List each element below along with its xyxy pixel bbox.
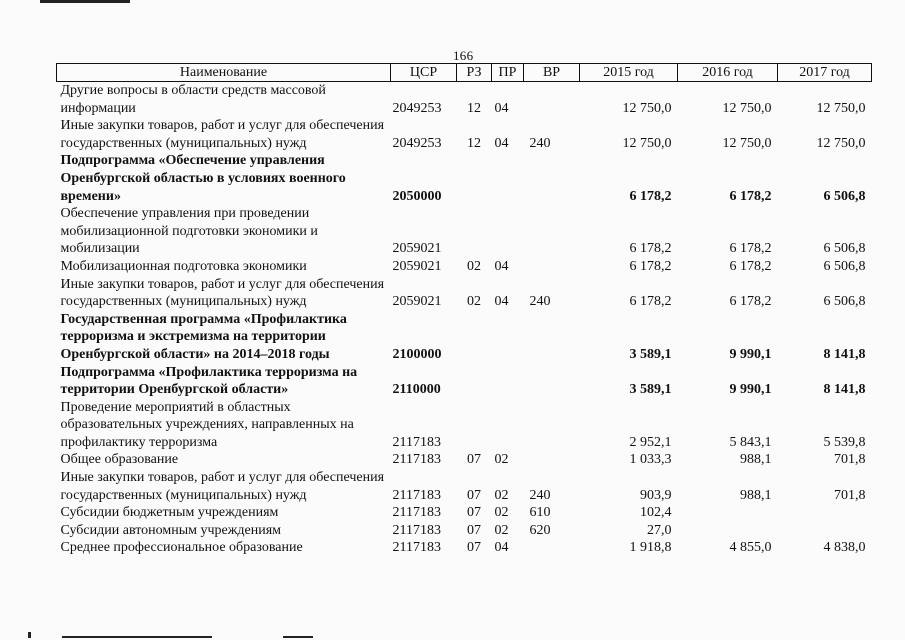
row-value-2015: 3 589,1: [629, 346, 672, 362]
row-value-2016: 6 178,2: [729, 188, 772, 204]
page-number: 166: [453, 48, 474, 63]
row-pr: 04: [494, 258, 509, 274]
row-pr: [492, 311, 524, 364]
header-2015: 2015 год: [580, 64, 678, 82]
row-value-2017: [778, 504, 872, 522]
row-value-2016: [678, 504, 778, 522]
row-value-2017: 6 506,8: [823, 258, 866, 274]
table-row: [57, 276, 872, 311]
row-rz: 12: [467, 100, 481, 116]
row-vr: [524, 152, 580, 205]
row-csr: 2117183: [392, 540, 441, 556]
table-body: [57, 82, 872, 558]
row-value-2016: 6 178,2: [729, 258, 772, 274]
row-name: Подпрограмма «Обеспечение управления Оренбургской областью в условиях военного времени»: [60, 153, 346, 204]
row-name: Иные закупки товаров, работ и услуг для обеспечения государственных (муниципальных) нужд: [60, 470, 385, 503]
row-pr: 04: [494, 540, 509, 556]
row-value-2016: 988,1: [740, 487, 772, 503]
row-name: Субсидии автономным учреждениям: [60, 522, 282, 538]
row-pr: 02: [494, 452, 509, 468]
row-rz: 07: [467, 540, 481, 556]
header-name: Наименование: [57, 64, 391, 82]
row-value-2016: 5 843,1: [729, 434, 772, 450]
row-rz: 02: [467, 294, 481, 310]
row-name: Субсидии бюджетным учреждениям: [60, 505, 279, 521]
row-rz: 07: [467, 505, 481, 521]
row-value-2016: 12 750,0: [722, 100, 772, 116]
row-csr: 2117183: [392, 522, 441, 538]
row-vr: [524, 205, 580, 258]
row-name: Проведение мероприятий в областных образовательных учреждениях, направленных на профилактику терроризма: [60, 399, 354, 450]
table-row: [57, 522, 872, 540]
row-value-2015: 12 750,0: [622, 135, 672, 151]
row-value-2017: [778, 522, 872, 540]
row-value-2017: 12 750,0: [816, 100, 866, 116]
row-value-2017: 12 750,0: [816, 135, 866, 151]
row-name: Иные закупки товаров, работ и услуг для обеспечения государственных (муниципальных) нужд: [60, 276, 385, 310]
header-2017: 2017 год: [778, 64, 872, 82]
row-vr: 610: [529, 505, 551, 521]
scan-mark-bottom-right: [283, 636, 313, 638]
row-value-2015: 903,9: [640, 487, 672, 503]
row-vr: [524, 311, 580, 364]
row-name: Общее образование: [60, 452, 179, 468]
row-value-2015: 1 033,3: [629, 452, 672, 468]
row-value-2017: 4 838,0: [823, 540, 866, 556]
table-row: [57, 152, 872, 205]
table-row: [57, 539, 872, 557]
row-csr: 2049253: [392, 135, 442, 151]
row-value-2017: 6 506,8: [823, 241, 866, 257]
row-vr: [524, 539, 580, 557]
row-pr: 04: [494, 294, 509, 310]
row-value-2016: 6 178,2: [729, 294, 772, 310]
row-value-2015: 6 178,2: [629, 241, 672, 257]
row-value-2016: [678, 522, 778, 540]
row-value-2017: 701,8: [834, 452, 866, 468]
table-row: [57, 258, 872, 276]
row-rz: 12: [467, 135, 481, 151]
table-row: [57, 205, 872, 258]
row-vr: 620: [529, 522, 551, 538]
table-row: [57, 469, 872, 504]
scan-mark-top: [40, 0, 130, 3]
row-pr: 04: [494, 135, 509, 151]
scan-mark-bottom-left: [28, 632, 31, 638]
row-value-2017: 6 506,8: [823, 294, 866, 310]
row-value-2015: 27,0: [647, 522, 672, 538]
row-vr: [524, 364, 580, 399]
row-vr: 240: [529, 135, 551, 151]
row-value-2015: 6 178,2: [629, 294, 672, 310]
row-rz: 07: [467, 522, 481, 538]
row-name: Мобилизационная подготовка экономики: [60, 258, 307, 274]
row-value-2015: 3 589,1: [629, 382, 672, 398]
row-csr: 2117183: [392, 505, 441, 521]
row-rz: [457, 311, 492, 364]
row-value-2015: 2 952,1: [629, 434, 672, 450]
row-value-2015: 1 918,8: [629, 540, 672, 556]
row-pr: 04: [494, 100, 509, 116]
row-csr: 2059021: [392, 294, 442, 310]
row-rz: [457, 152, 492, 205]
row-csr: 2110000: [392, 382, 441, 398]
row-value-2017: 701,8: [834, 487, 866, 503]
row-rz: [457, 205, 492, 258]
table-row: [57, 311, 872, 364]
row-name: Подпрограмма «Профилактика терроризма на территории Оренбургской области»: [60, 364, 358, 398]
row-name: Иные закупки товаров, работ и услуг для обеспечения государственных (муниципальных) нужд: [60, 118, 385, 151]
row-rz: 07: [467, 487, 481, 503]
row-csr: 2049253: [392, 100, 442, 116]
row-value-2015: 12 750,0: [622, 100, 672, 116]
table-header: [57, 64, 872, 82]
row-csr: 2117183: [392, 487, 441, 503]
row-value-2016: 9 990,1: [729, 382, 772, 398]
budget-table: [56, 63, 872, 557]
row-rz: [457, 364, 492, 399]
table-row: [57, 82, 872, 118]
header-rz: РЗ: [457, 64, 492, 82]
row-pr: [492, 364, 524, 399]
row-value-2016: 6 178,2: [729, 241, 772, 257]
row-value-2015: 6 178,2: [629, 188, 672, 204]
row-vr: [524, 399, 580, 452]
row-value-2016: 4 855,0: [729, 540, 772, 556]
row-vr: 240: [529, 294, 551, 310]
row-value-2016: 988,1: [740, 452, 772, 468]
row-pr: [492, 399, 524, 452]
row-pr: [492, 205, 524, 258]
row-csr: 2050000: [392, 188, 442, 204]
table-row: [57, 364, 872, 399]
row-rz: 02: [467, 258, 481, 274]
row-vr: [524, 451, 580, 469]
row-value-2017: 5 539,8: [823, 434, 866, 450]
table-row: [57, 504, 872, 522]
row-value-2016: 12 750,0: [722, 135, 772, 151]
scan-mark-bottom: [62, 636, 212, 638]
row-pr: [492, 152, 524, 205]
row-value-2016: 9 990,1: [729, 346, 772, 362]
row-csr: 2059021: [392, 241, 442, 257]
row-vr: 240: [529, 487, 551, 503]
row-name: Государственная программа «Профилактика терроризма и экстремизма на территории Оренбургской области» на 2014–2018 годы: [60, 311, 347, 362]
header-pr: ПР: [492, 64, 524, 82]
row-name: Среднее профессиональное образование: [60, 540, 303, 556]
row-csr: 2117183: [392, 452, 441, 468]
header-csr: ЦСР: [391, 64, 457, 82]
row-value-2017: 8 141,8: [823, 346, 866, 362]
row-value-2017: 6 506,8: [823, 188, 866, 204]
row-value-2015: 6 178,2: [629, 258, 672, 274]
row-name: Другие вопросы в области средств массовой информации: [60, 83, 326, 116]
row-vr: [524, 82, 580, 118]
row-pr: 02: [494, 522, 509, 538]
table-row: [57, 117, 872, 152]
header-vr: ВР: [524, 64, 580, 82]
row-pr: 02: [494, 505, 509, 521]
row-name: Обеспечение управления при проведении мобилизационной подготовки экономики и мобилизации: [60, 206, 318, 257]
table-row: [57, 451, 872, 469]
row-value-2015: 102,4: [640, 505, 672, 521]
row-csr: 2059021: [392, 258, 442, 274]
header-2016: 2016 год: [678, 64, 778, 82]
row-csr: 2100000: [392, 346, 442, 362]
row-value-2017: 8 141,8: [823, 382, 866, 398]
row-vr: [524, 258, 580, 276]
row-rz: 07: [467, 452, 481, 468]
row-csr: 2117183: [392, 434, 441, 450]
row-pr: 02: [494, 487, 509, 503]
row-rz: [457, 399, 492, 452]
table-row: [57, 399, 872, 452]
